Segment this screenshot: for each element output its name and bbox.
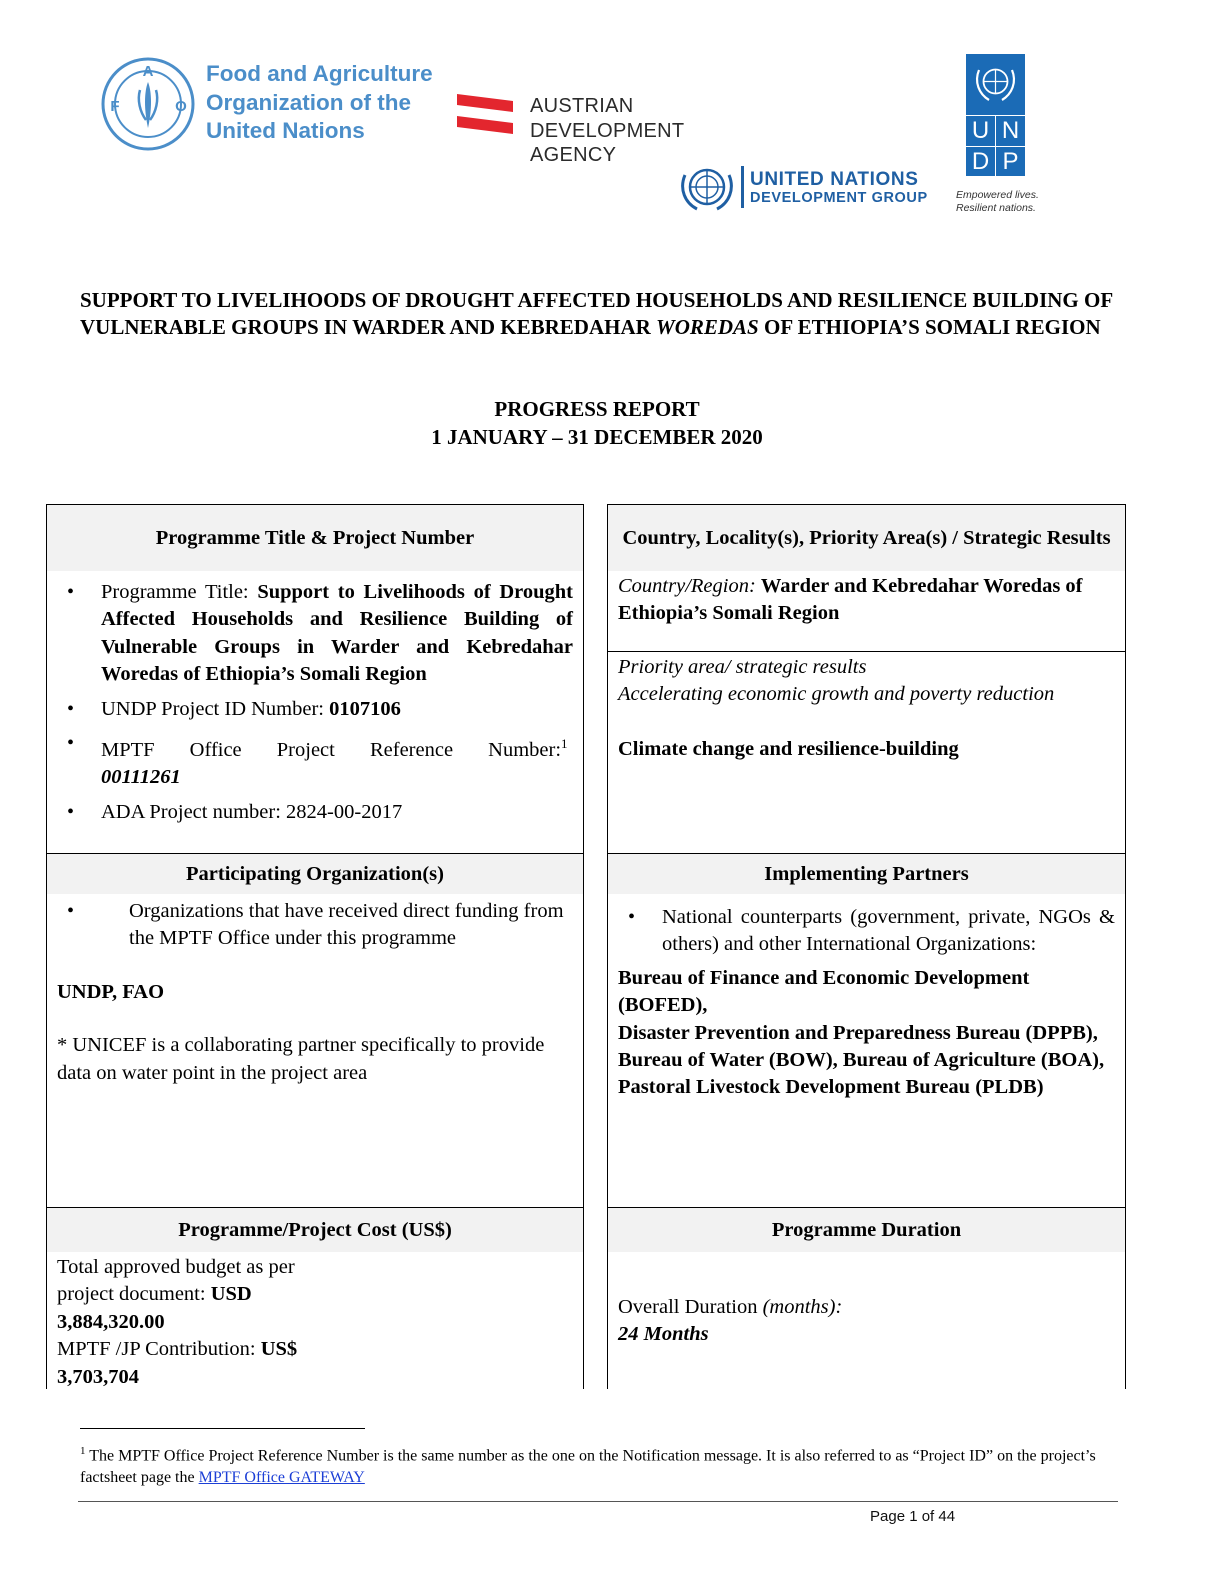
unicef-note: * UNICEF is a collaborating partner specifically to provide data on water point in the project area [57,1034,545,1084]
climate-result: Climate change and resilience-building [618,737,959,760]
total-budget-value: USD 3,884,320.00 [57,1283,252,1333]
implementing-header: Implementing Partners [608,854,1125,894]
mptf-ref-value: 00111261 [101,766,181,789]
mptf-contribution-label: MPTF /JP Contribution: [57,1338,261,1361]
programme-title-item [57,579,573,689]
undg-line-2: DEVELOPMENT GROUP [750,190,928,206]
total-budget-label: Total approved budget as per project document: [57,1256,295,1306]
undp-id-value: 0107106 [329,697,401,720]
undp-tagline [956,189,1039,215]
programme-title-label: Programme Title: [101,581,258,603]
undp-tagline-2: Resilient nations. [956,202,1036,214]
undp-id-item [57,696,573,723]
report-heading [80,395,1114,451]
implementing-cell [607,853,1126,1209]
footnote [80,1440,1125,1489]
country-region-value: Warder and Kebredahar Woredas of Ethiopia’s Somali Region [618,575,1083,625]
duration-label-italic: (months): [762,1296,843,1318]
ada-number-item [57,799,573,826]
title-italic: WOREDAS [656,315,759,339]
duration-cell [607,1207,1126,1389]
document-title [80,287,1140,341]
fao-emblem-icon [100,56,196,152]
footnote-ref: 1 [561,736,568,752]
total-budget [57,1254,347,1336]
partner-bow-boa: Bureau of Water (BOW), Bureau of Agriculture (BOA), [618,1049,1105,1072]
footnote-separator [80,1428,365,1429]
participating-bullet [57,898,573,953]
ada-flag-icon [457,92,513,136]
overall-duration [618,1294,1115,1321]
undg-divider [741,166,744,208]
mptf-ref-item [57,730,573,792]
participating-orgs: UNDP, FAO [57,980,165,1003]
undp-tagline-1: Empowered lives. [956,189,1039,201]
country-header: Country, Locality(s), Priority Area(s) / Strategic Results [608,505,1125,571]
partner-bofed: Bureau of Finance and Economic Development (BOFED), [618,966,1030,1017]
fao-line-3: United Nations [206,118,365,143]
cost-cell [46,1207,584,1389]
participating-header: Participating Organization(s) [47,854,583,894]
footnote-text: The MPTF Office Project Reference Number is the same number as the one on the Notification message. It is also referred to as “Project ID” on the project’s factsheet page the [80,1447,1096,1487]
ada-number-label: ADA Project number: 2824-00-2017 [101,800,403,823]
priority-value: Accelerating economic growth and poverty reduction [618,683,1055,706]
partner-pldb: Pastoral Livestock Development Bureau (PLDB) [618,1076,1044,1099]
mptf-contribution-value: US$ 3,703,704 [57,1338,298,1388]
title-part-1: SUPPORT TO LIVELIHOODS OF DROUGHT AFFECTED HOUSEHOLDS AND RESILIENCE BUILDING OF VULNERABLE GROUPS IN WARDER AND KEBREDAHAR [80,288,1113,339]
mptf-contribution [57,1336,347,1391]
footnote-number: 1 [80,1445,86,1457]
ada-logo-text [530,94,684,168]
implementing-bullet [618,904,1115,959]
page-number: Page 1 of 44 [870,1508,956,1525]
undp-logo [966,54,1025,176]
implementing-bullet-text: National counterparts (government, private, NGOs & others) and other International Organizations: [662,906,1115,956]
programme-title-value: Support to Livelihoods of Drought Affected Households and Resilience Building of Vulnerable Groups in Warder and Kebredahar Woredas of Ethiopia’s Somali Region [101,581,573,686]
fao-logo-text [206,60,433,146]
fao-line-1: Food and Agriculture [206,61,433,86]
ada-line-1: AUSTRIAN [530,95,634,117]
undg-line-1: UNITED NATIONS [750,169,919,190]
duration-header: Programme Duration [608,1208,1125,1252]
partner-dppb: Disaster Prevention and Preparedness Bureau (DPPB), [618,1021,1098,1044]
cost-header: Programme/Project Cost (US$) [47,1208,583,1252]
undp-letter-n: N [996,116,1025,145]
report-title: PROGRESS REPORT [494,397,700,421]
country-region [618,573,1115,628]
participating-bullet-text: Organizations that have received direct funding from the MPTF Office under this programme [129,900,564,950]
participating-cell [46,853,584,1209]
mptf-gateway-link[interactable]: MPTF Office GATEWAY [198,1469,365,1487]
country-region-label: Country/Region: [618,575,761,597]
fao-line-2: Organization of the [206,89,411,115]
un-emblem-icon [679,163,735,211]
ada-line-3: AGENCY [530,144,617,166]
undp-letter-d: D [966,147,995,176]
duration-value: 24 Months [618,1323,709,1346]
footer-rule [78,1501,1118,1502]
undp-letter-u: U [966,116,995,145]
duration-label: Overall Duration [618,1296,763,1318]
ada-line-2: DEVELOPMENT [530,119,685,142]
country-cell [607,504,1126,855]
priority-label: Priority area/ strategic results [618,656,867,678]
svg-text:O: O [175,98,187,115]
svg-text:F: F [110,98,120,115]
undp-letter-p: P [996,147,1025,176]
un-wreath-icon [974,60,1017,103]
programme-cell [46,504,584,855]
undg-logo-text [750,170,928,206]
svg-text:A: A [142,63,154,80]
undp-id-label: UNDP Project ID Number: [101,697,330,720]
title-part-2: OF ETHIOPIA’S SOMALI REGION [758,315,1101,339]
programme-header: Programme Title & Project Number [47,505,583,571]
report-period: 1 JANUARY – 31 DECEMBER 2020 [431,425,763,449]
mptf-ref-label: MPTF Office Project Reference Number: [101,738,562,761]
